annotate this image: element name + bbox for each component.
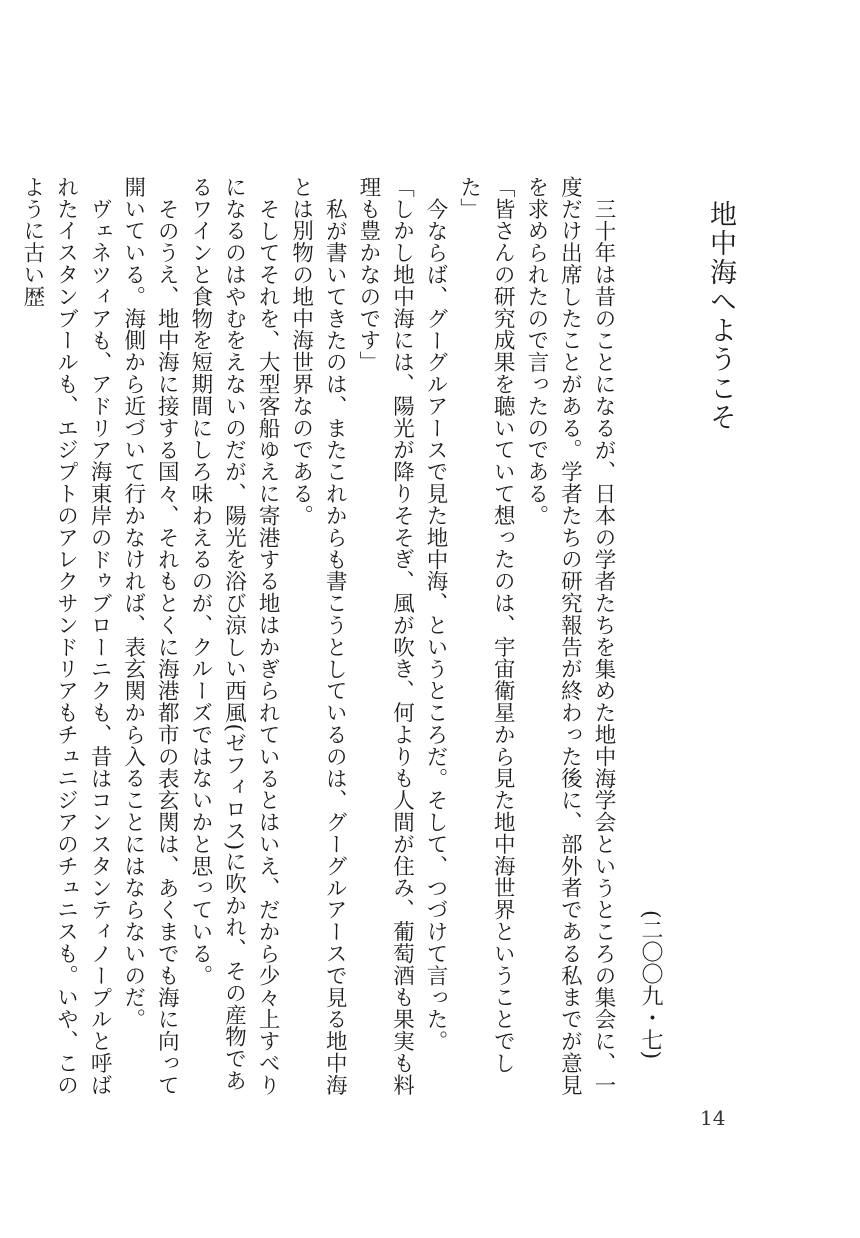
paragraph: そのうえ、地中海に接する国々、それもとくに海港都市の表玄関は、あくまでも海に向って開いている。海側から近づいて行かなければ、表玄関から入ることにはならないのだ。	[120, 176, 180, 1096]
paragraph: 私が書いてきたのは、またこれからも書こうとしているのは、グーグルアースで見る地中海とは別物の地中海世界なのである。	[288, 176, 348, 1096]
paragraph: 三十年は昔のことになるが、日本の学者たちを集めた地中海学会というところの集会に、一度だけ出席したことがある。学者たちの研究報告が終わった後に、部外者である私までが意見を求められたので言ったのである。	[523, 176, 616, 1096]
essay-body	[19, 176, 620, 1096]
essay-date: (二〇〇九・七)	[638, 910, 663, 1060]
paragraph: 「皆さんの研究成果を聴いていて想ったのは、宇宙衛星から見た地中海世界ということでした」	[456, 176, 516, 1074]
essay-title: 地中海へようこそ	[705, 200, 736, 432]
page-number: 14	[700, 1106, 726, 1130]
paragraph: そしてそれを、大型客船ゆえに寄港する地はかぎられているとはいえ、だから少々上すべりになるのはやむをえないのだが、陽光を浴び涼しい西風(ゼフィロス)に吹かれ、その産物であるワインと食物を短期間にしろ味わえるのが、クルーズではないかと思っている。	[187, 176, 281, 1096]
paragraph: 今ならば、グーグルアースで見た地中海、というところだ。そして、つづけて言った。	[423, 197, 449, 1052]
paragraph: 「しかし地中海には、陽光が降りそそぎ、風が吹き、何よりも人間が住み、葡萄酒も果実も料理も豊かなのです」	[355, 176, 415, 1096]
paragraph: ヴェネツィアも、アドリア海東岸のドゥブローニクも、昔はコンスタンティノープルと呼ばれたイスタンブールも、エジプトのアレクサンドリアもチュニジアのチュニスも。いや、このように古い歴	[19, 176, 113, 1096]
